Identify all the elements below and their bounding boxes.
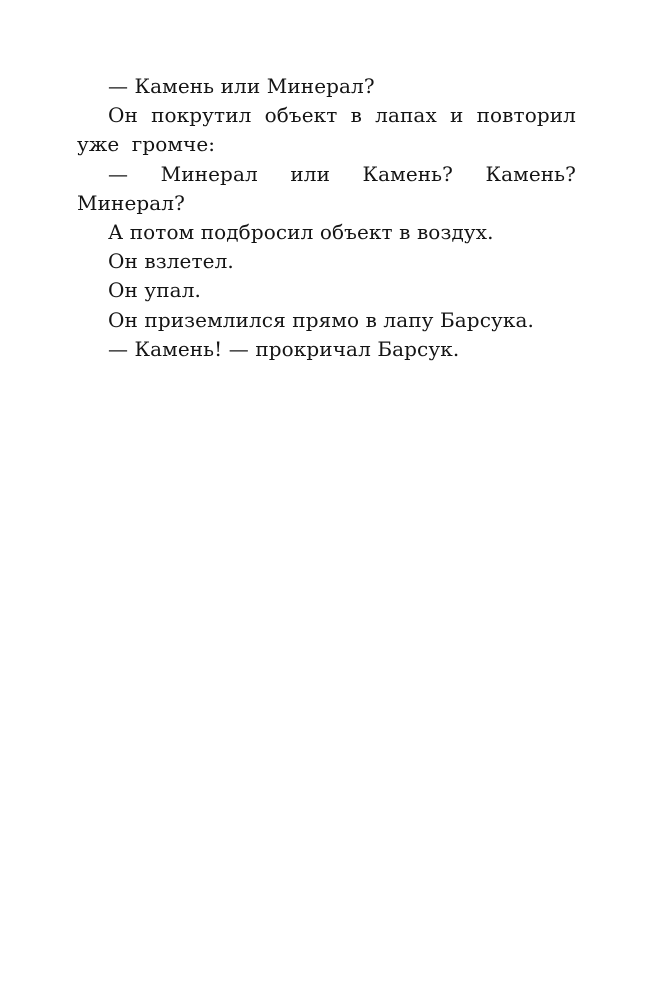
paragraph-2: Он покрутил объект в лапах и повторил уже громче: bbox=[77, 103, 576, 157]
paragraph-5: Он взлетел. bbox=[108, 249, 234, 274]
paragraph-3: — Минерал или Камень? Камень? Минерал? bbox=[77, 161, 576, 215]
paragraph-1: — Камень или Минерал? bbox=[108, 74, 375, 98]
paragraph-8: — Камень! — прокричал Барсук. bbox=[108, 336, 460, 361]
paragraph-7: Он приземлился прямо в лапу Барсука. bbox=[108, 307, 534, 332]
paragraph-6: Он упал. bbox=[108, 278, 201, 303]
paragraph-4: А потом подбросил объект в воздух. bbox=[108, 220, 494, 245]
book-page-text bbox=[77, 72, 576, 364]
